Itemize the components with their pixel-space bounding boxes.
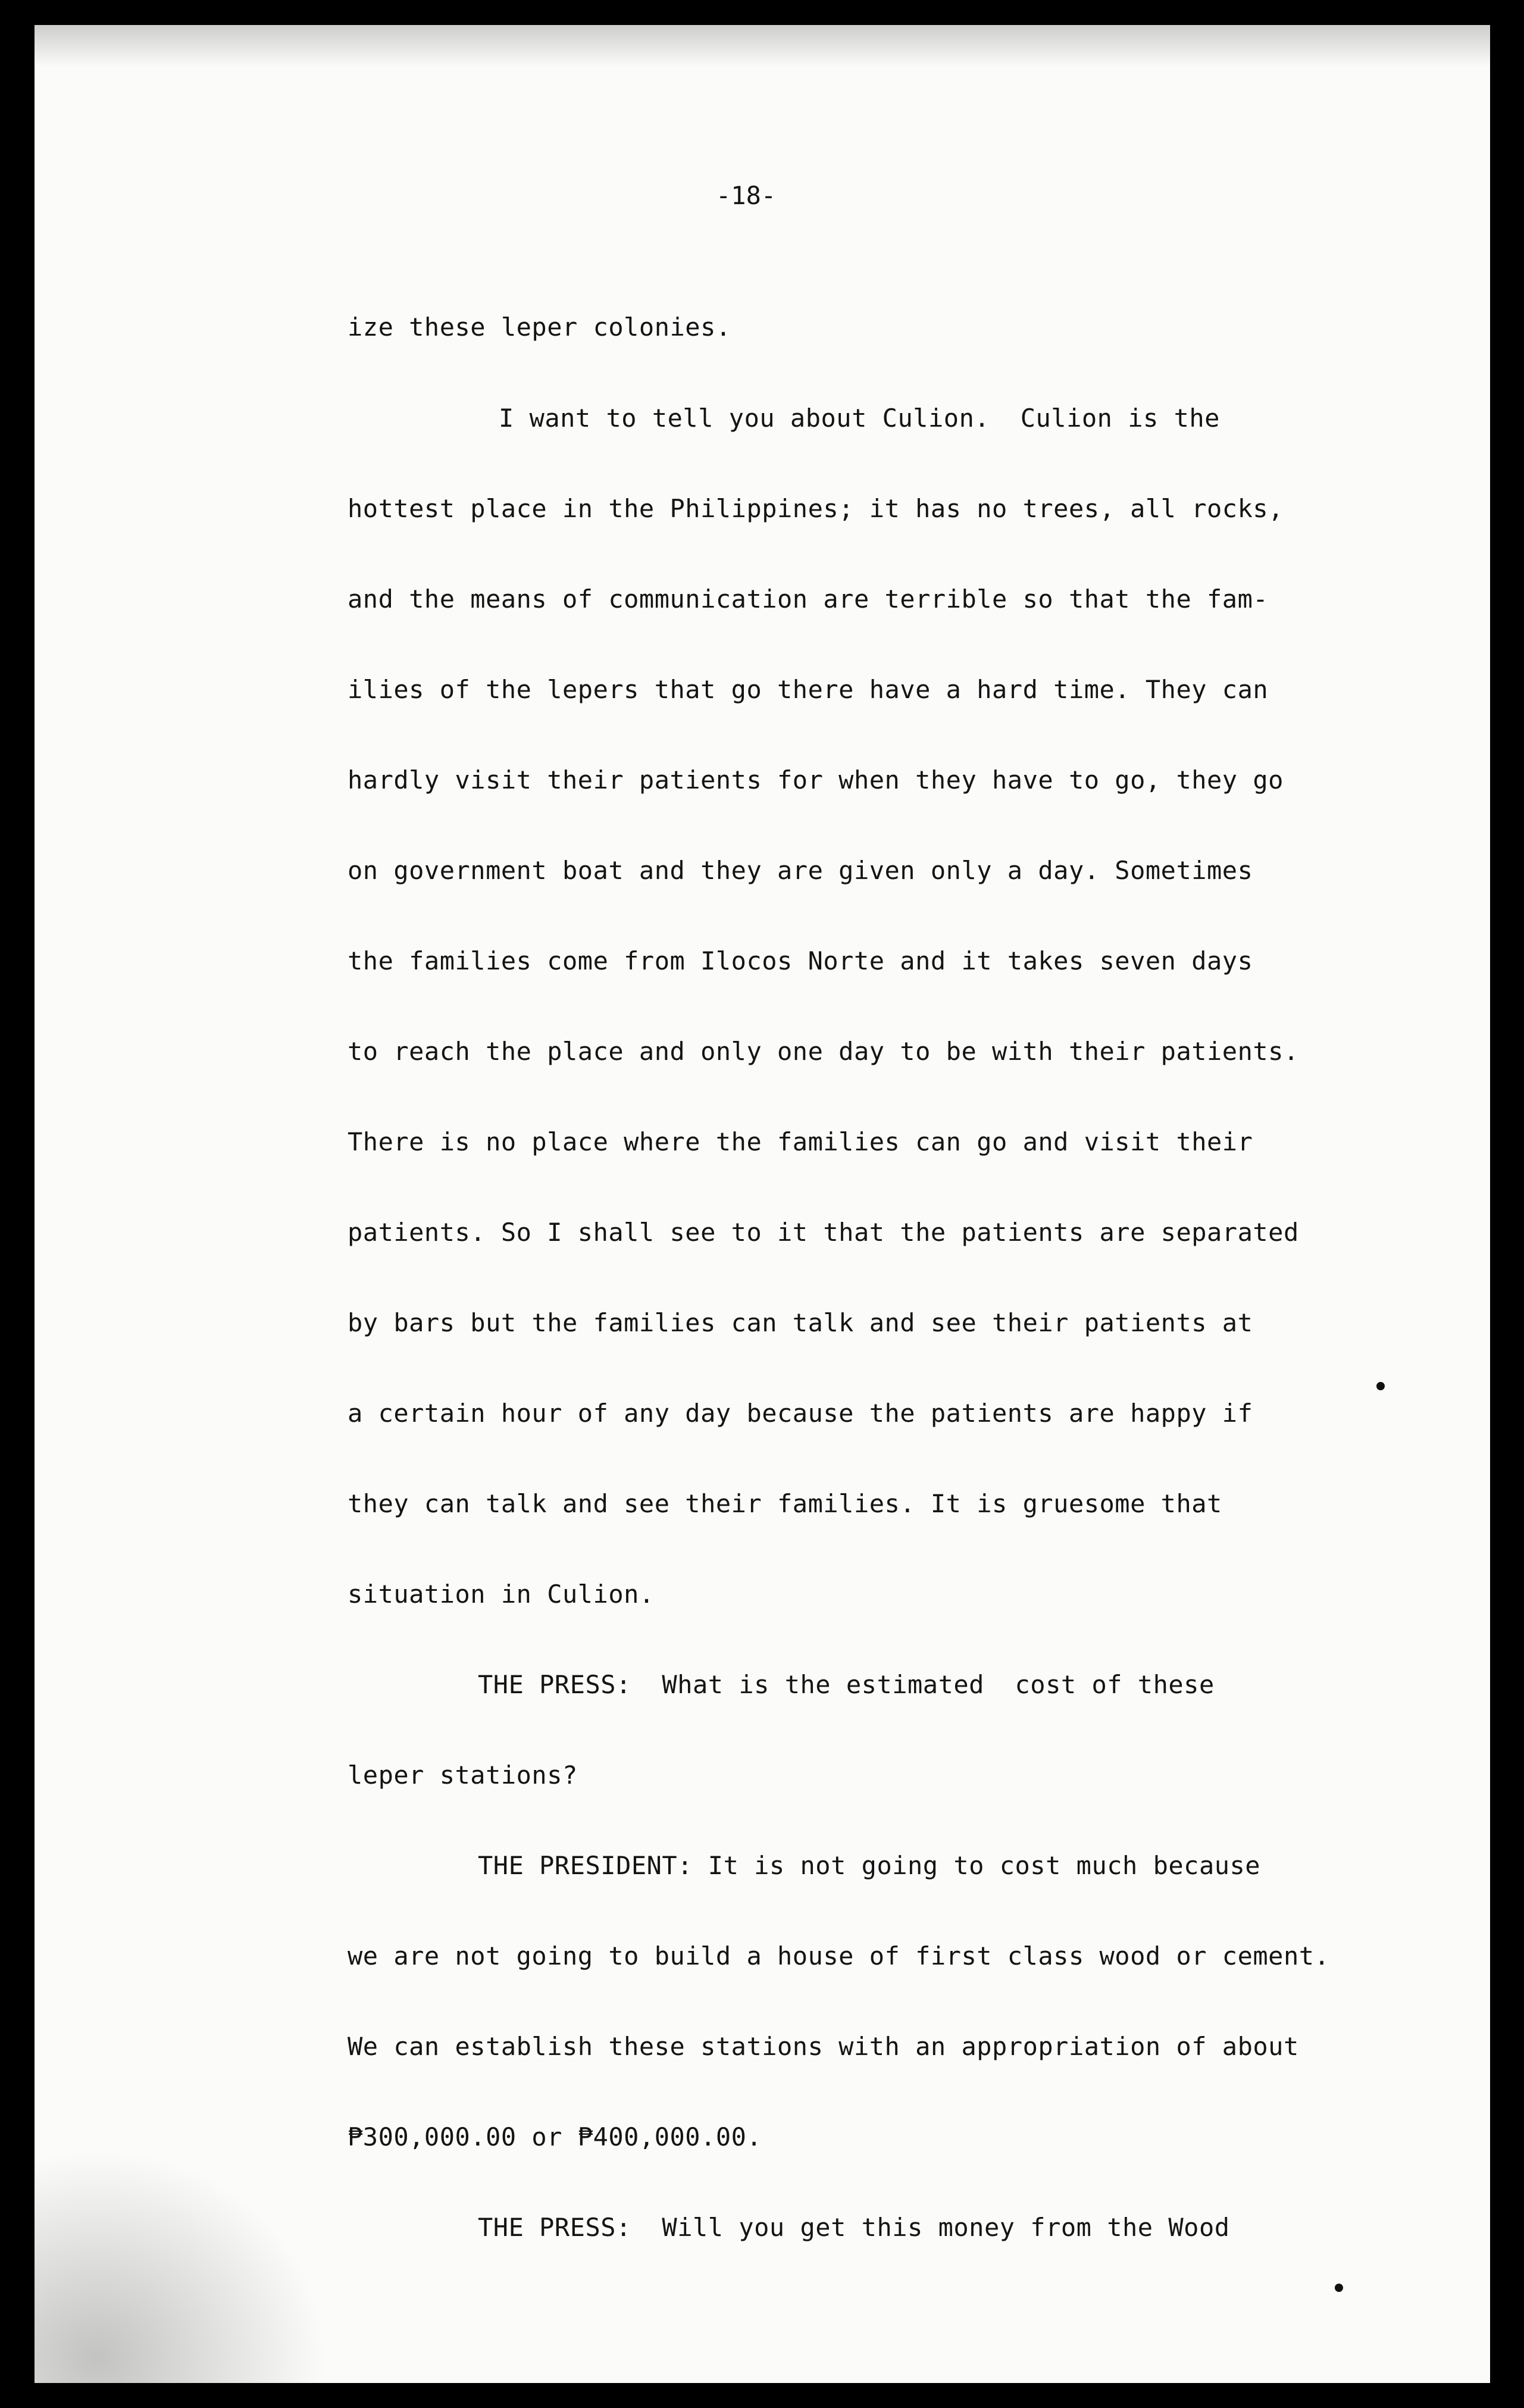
text-line: by bars but the families can talk and see their patients at [348, 1308, 1253, 1337]
ink-speck [1376, 1382, 1385, 1390]
text-line: a certain hour of any day because the patients are happy if [348, 1399, 1253, 1428]
text-line: ₱300,000.00 or ₱400,000.00. [348, 2122, 762, 2151]
text-line: THE PRESS: What is the estimated cost of these [478, 1670, 1215, 1699]
text-line: we are not going to build a house of first class wood or cement. [348, 1941, 1330, 1971]
text-line: they can talk and see their families. It is gruesome that [348, 1489, 1222, 1518]
text-line: I want to tell you about Culion. Culion is the [499, 404, 1220, 433]
document-page [35, 25, 1490, 2383]
text-line: the families come from Ilocos Norte and it takes seven days [348, 946, 1253, 975]
text-line: ize these leper colonies. [348, 312, 731, 342]
text-line: patients. So I shall see to it that the patients are separated [348, 1218, 1299, 1247]
text-line: ilies of the lepers that go there have a hard time. They can [348, 675, 1269, 704]
text-line: THE PRESS: Will you get this money from the Wood [478, 2213, 1230, 2242]
text-line: to reach the place and only one day to be with their patients. [348, 1037, 1299, 1066]
text-line: THE PRESIDENT: It is not going to cost much because [478, 1851, 1261, 1880]
text-line: We can establish these stations with an appropriation of about [348, 2032, 1299, 2061]
text-line: situation in Culion. [348, 1580, 655, 1609]
ink-speck [1335, 2284, 1343, 2292]
typewritten-transcript [35, 25, 1490, 2383]
text-line: hottest place in the Philippines; it has no trees, all rocks, [348, 494, 1284, 523]
text-line: and the means of communication are terrible so that the fam- [348, 584, 1269, 614]
page-number: -18- [716, 181, 777, 210]
text-line: on government boat and they are given only a day. Sometimes [348, 856, 1253, 885]
text-line: leper stations? [348, 1760, 578, 1790]
text-line: There is no place where the families can go and visit their [348, 1127, 1253, 1156]
text-line: hardly visit their patients for when they have to go, they go [348, 765, 1284, 795]
